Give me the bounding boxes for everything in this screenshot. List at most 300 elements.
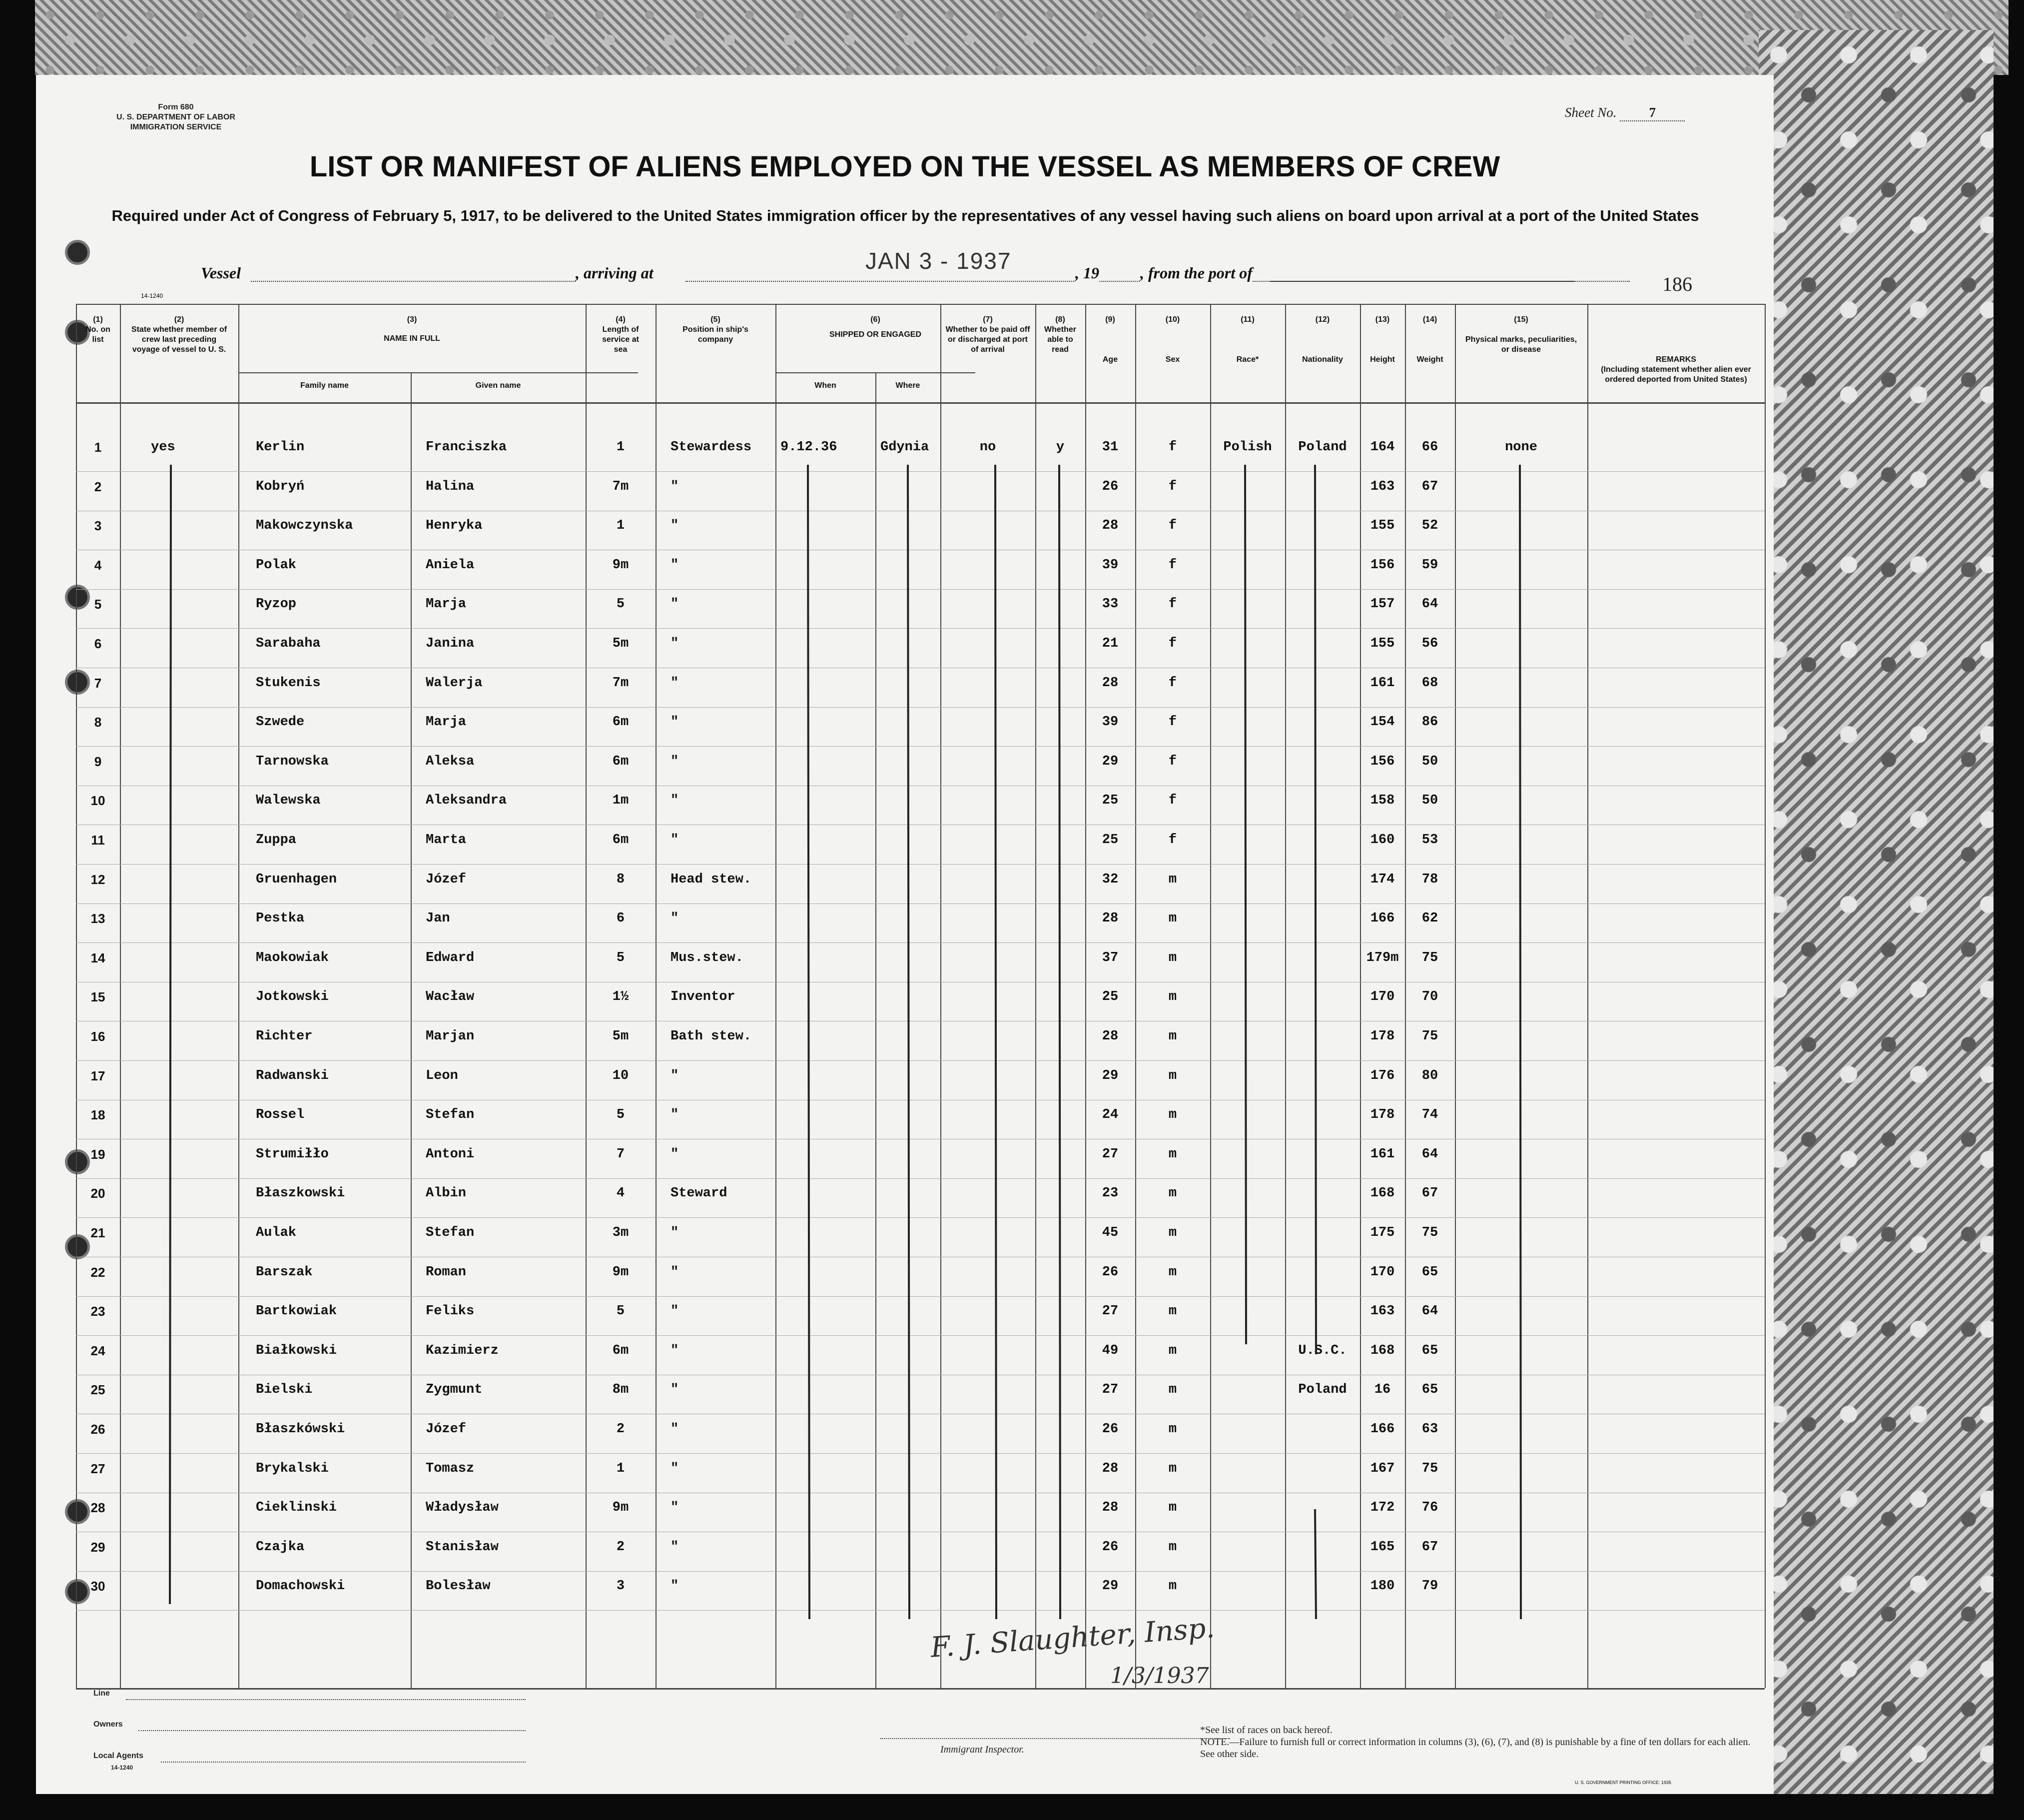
cell-weight: 65 bbox=[1421, 1382, 1438, 1398]
cell-age: 26 bbox=[1102, 1422, 1119, 1437]
cell-age: 24 bbox=[1102, 1107, 1119, 1123]
cell-family: Domachowski bbox=[256, 1579, 345, 1594]
cell-height: 168 bbox=[1370, 1343, 1395, 1358]
cell-position: " bbox=[671, 1461, 679, 1476]
cell-weight: 76 bbox=[1421, 1500, 1438, 1516]
cell-family: Błaszkówski bbox=[256, 1422, 345, 1437]
cell-given: Antoni bbox=[426, 1146, 475, 1162]
cell-given: Marja bbox=[426, 597, 467, 612]
cell-family: Sarabaha bbox=[256, 636, 321, 651]
cell-sex: m bbox=[1168, 1225, 1177, 1240]
cell-sex: m bbox=[1168, 989, 1177, 1005]
cell-height: 175 bbox=[1370, 1225, 1395, 1240]
cell-given: Stefan bbox=[426, 1107, 475, 1123]
cell-given: Kazimierz bbox=[426, 1343, 499, 1358]
printer-imprint: U. S. GOVERNMENT PRINTING OFFICE: 1935 bbox=[1575, 1780, 1671, 1785]
cell-height: 166 bbox=[1370, 1422, 1395, 1437]
cell-age: 25 bbox=[1102, 989, 1119, 1005]
cell-no: 20 bbox=[90, 1186, 105, 1201]
header-col15: (15) Physical marks, peculiarities, or disease bbox=[1465, 315, 1577, 354]
cell-position: " bbox=[671, 675, 679, 691]
cell-age: 21 bbox=[1102, 636, 1119, 651]
header-col2: (2) State whether member of crew last preceding voyage of vessel to U. S. bbox=[131, 315, 227, 354]
handwritten-marks bbox=[36, 75, 1774, 1794]
form-number: Form 680 bbox=[158, 103, 194, 111]
cell-prev: yes bbox=[151, 440, 175, 455]
cell-age: 28 bbox=[1102, 1029, 1119, 1044]
cell-no: 7 bbox=[94, 675, 102, 691]
cell-service: 8m bbox=[612, 1382, 629, 1398]
cell-family: Błaszkowski bbox=[256, 1186, 345, 1201]
cell-service: 5 bbox=[616, 597, 625, 612]
cell-family: Strumiłło bbox=[256, 1146, 329, 1162]
cell-family: Walewska bbox=[256, 793, 321, 809]
ditto-line-col6b bbox=[908, 465, 909, 1619]
cell-sex: m bbox=[1168, 872, 1177, 887]
cell-given: Albin bbox=[426, 1186, 467, 1201]
cell-weight: 68 bbox=[1421, 675, 1438, 691]
cell-sex: m bbox=[1168, 1579, 1177, 1594]
inspector-label: Immigrant Inspector. bbox=[940, 1744, 1024, 1755]
cell-sex: m bbox=[1168, 1186, 1177, 1201]
cell-service: 6m bbox=[612, 833, 629, 848]
cell-no: 5 bbox=[94, 597, 102, 612]
cell-service: 1 bbox=[616, 1461, 625, 1476]
cell-given: Halina bbox=[426, 479, 475, 494]
cell-height: 160 bbox=[1370, 833, 1395, 848]
cell-given: Aleksandra bbox=[426, 793, 507, 809]
cell-weight: 64 bbox=[1421, 1146, 1438, 1162]
cell-no: 16 bbox=[90, 1029, 105, 1044]
cell-no: 26 bbox=[90, 1422, 105, 1437]
page-subtitle: Required under Act of Congress of February 5, 1917, to be delivered to the United States immigration officer by the representatives of any vessel having such aliens on board upon arrival at a port of the United States bbox=[111, 207, 1699, 224]
cell-position: " bbox=[671, 793, 679, 809]
cell-sex: m bbox=[1168, 1422, 1177, 1437]
cell-sex: m bbox=[1168, 1343, 1177, 1358]
cell-given: Roman bbox=[426, 1264, 467, 1280]
cell-no: 2 bbox=[94, 479, 102, 494]
cell-no: 29 bbox=[90, 1539, 105, 1555]
cell-no: 30 bbox=[90, 1579, 105, 1594]
page-number: 186 bbox=[1662, 273, 1692, 295]
cell-family: Białkowski bbox=[256, 1343, 337, 1358]
cell-age: 27 bbox=[1102, 1304, 1119, 1319]
cell-service: 9m bbox=[612, 1500, 629, 1516]
owners-field bbox=[138, 1730, 526, 1731]
cell-age: 31 bbox=[1102, 440, 1119, 455]
cell-family: Kobryń bbox=[256, 479, 305, 494]
year-label: , 19 bbox=[1075, 264, 1099, 284]
cell-sex: f bbox=[1168, 597, 1177, 612]
cell-age: 29 bbox=[1102, 1579, 1119, 1594]
cell-weight: 63 bbox=[1421, 1422, 1438, 1437]
cell-weight: 78 bbox=[1421, 872, 1438, 887]
cell-height: 163 bbox=[1370, 479, 1395, 494]
cell-family: Maokowiak bbox=[256, 950, 329, 965]
cell-position: " bbox=[671, 636, 679, 651]
cell-service: 5 bbox=[616, 1107, 625, 1123]
cell-no: 9 bbox=[94, 754, 102, 769]
cell-given: Henryka bbox=[426, 518, 483, 534]
cell-nationality: Poland bbox=[1298, 1382, 1347, 1398]
cell-height: 174 bbox=[1370, 872, 1395, 887]
cell-sex: f bbox=[1168, 793, 1177, 809]
cell-marks: none bbox=[1505, 440, 1537, 455]
cell-age: 28 bbox=[1102, 518, 1119, 534]
cell-family: Ryzop bbox=[256, 597, 297, 612]
cell-sex: m bbox=[1168, 1264, 1177, 1280]
cell-height: 165 bbox=[1370, 1539, 1395, 1555]
header-col5: (5) Position in ship's company bbox=[682, 315, 748, 344]
cell-family: Kerlin bbox=[256, 440, 305, 455]
cell-position: Mus.stew. bbox=[671, 950, 743, 965]
cell-no: 23 bbox=[90, 1304, 105, 1319]
cell-service: 7 bbox=[616, 1146, 625, 1162]
header-col8: (8) Whether able to read bbox=[1044, 315, 1076, 354]
ditto-line-col6a bbox=[808, 465, 809, 1619]
cell-position: " bbox=[671, 1382, 679, 1398]
cell-age: 27 bbox=[1102, 1146, 1119, 1162]
cell-service: 8 bbox=[616, 872, 625, 887]
cell-weight: 67 bbox=[1421, 479, 1438, 494]
cell-position: " bbox=[671, 1304, 679, 1319]
agents-field bbox=[161, 1762, 526, 1763]
cell-sex: m bbox=[1168, 1029, 1177, 1044]
cell-service: 7m bbox=[612, 479, 629, 494]
cell-height: 163 bbox=[1370, 1304, 1395, 1319]
line-label: Line bbox=[93, 1689, 110, 1698]
cell-given: Janina bbox=[426, 636, 475, 651]
cell-age: 25 bbox=[1102, 793, 1119, 809]
arriving-label: , arriving at bbox=[576, 264, 654, 282]
header-remarks: REMARKS (Including statement whether alien ever ordered deported from United States) bbox=[1601, 355, 1751, 384]
cell-given: Marta bbox=[426, 833, 467, 848]
cell-family: Barszak bbox=[256, 1264, 313, 1280]
agents-label: Local Agents bbox=[93, 1752, 143, 1760]
header-col3: (3) NAME IN FULL bbox=[384, 315, 440, 343]
cell-weight: 52 bbox=[1421, 518, 1438, 534]
cell-sex: m bbox=[1168, 1304, 1177, 1319]
cell-height: 179m bbox=[1366, 950, 1399, 965]
cell-height: 168 bbox=[1370, 1186, 1395, 1201]
cell-service: 1½ bbox=[612, 989, 629, 1005]
cell-sex: m bbox=[1168, 911, 1177, 926]
cell-weight: 62 bbox=[1421, 911, 1438, 926]
cell-position: " bbox=[671, 1146, 679, 1162]
cell-no: 28 bbox=[90, 1500, 105, 1516]
cell-service: 7m bbox=[612, 675, 629, 691]
ditto-line-col11 bbox=[1245, 465, 1246, 1344]
cell-given: Feliks bbox=[426, 1304, 475, 1319]
cell-given: Marja bbox=[426, 715, 467, 730]
cell-position: " bbox=[671, 1539, 679, 1555]
sheet-value: 7 bbox=[1620, 105, 1685, 121]
cell-age: 32 bbox=[1102, 872, 1119, 887]
cell-given: Bolesław bbox=[426, 1579, 491, 1594]
cell-family: Szwede bbox=[256, 715, 305, 730]
cell-given: Stanisław bbox=[426, 1539, 499, 1555]
cell-position: " bbox=[671, 1107, 679, 1123]
cell-given: Tomasz bbox=[426, 1461, 475, 1476]
cell-given: Wacław bbox=[426, 989, 475, 1005]
cell-service: 3 bbox=[616, 1579, 625, 1594]
cell-race: Polish bbox=[1223, 440, 1272, 455]
cell-no: 25 bbox=[90, 1382, 105, 1398]
cell-height: 166 bbox=[1370, 911, 1395, 926]
cell-family: Makowczynska bbox=[256, 518, 353, 534]
header-col14: (14) Weight bbox=[1416, 315, 1443, 364]
cell-given: Franciszka bbox=[426, 440, 507, 455]
signature-date: 1/3/1937 bbox=[1110, 1663, 1209, 1689]
department: U. S. DEPARTMENT OF LABOR bbox=[116, 113, 235, 121]
cell-age: 39 bbox=[1102, 715, 1119, 730]
ditto-line-col15 bbox=[1520, 465, 1521, 1619]
ditto-line-col7 bbox=[995, 465, 996, 1619]
cell-weight: 79 bbox=[1421, 1579, 1438, 1594]
cell-where: Gdynia bbox=[880, 440, 929, 455]
crew-table bbox=[36, 75, 1774, 1794]
cell-no: 18 bbox=[90, 1107, 105, 1123]
header-col12: (12) Nationality bbox=[1302, 315, 1343, 364]
cell-service: 6m bbox=[612, 1343, 629, 1358]
cell-age: 33 bbox=[1102, 597, 1119, 612]
cell-sex: f bbox=[1168, 440, 1177, 455]
cell-position: Bath stew. bbox=[671, 1029, 752, 1044]
cell-no: 27 bbox=[90, 1461, 105, 1476]
cell-sex: f bbox=[1168, 833, 1177, 848]
cell-age: 39 bbox=[1102, 557, 1119, 573]
cell-service: 5 bbox=[616, 1304, 625, 1319]
header-where: Where bbox=[895, 381, 920, 390]
cell-family: Bielski bbox=[256, 1382, 313, 1398]
races-note: *See list of races on back hereof. bbox=[1200, 1725, 1333, 1736]
cell-read: y bbox=[1056, 440, 1065, 455]
cell-service: 2 bbox=[616, 1539, 625, 1555]
cell-family: Richter bbox=[256, 1029, 313, 1044]
cell-no: 19 bbox=[90, 1146, 105, 1162]
cell-weight: 67 bbox=[1421, 1539, 1438, 1555]
header-col10: (10) Sex bbox=[1165, 315, 1180, 364]
footnotes bbox=[1200, 1724, 1760, 1760]
cell-age: 28 bbox=[1102, 1461, 1119, 1476]
header-col7: (7) Whether to be paid off or discharged at port of arrival bbox=[945, 315, 1030, 354]
cell-service: 5m bbox=[612, 1029, 629, 1044]
cell-no: 22 bbox=[90, 1264, 105, 1280]
cell-service: 6 bbox=[616, 911, 625, 926]
cell-height: 176 bbox=[1370, 1068, 1395, 1083]
cell-age: 49 bbox=[1102, 1343, 1119, 1358]
cell-weight: 75 bbox=[1421, 1461, 1438, 1476]
vessel-label: Vessel bbox=[201, 264, 241, 282]
header-col11: (11) Race* bbox=[1236, 315, 1259, 364]
cell-height: 164 bbox=[1370, 440, 1395, 455]
cell-height: 157 bbox=[1370, 597, 1395, 612]
header-col9: (9) Age bbox=[1102, 315, 1118, 364]
cell-height: 16 bbox=[1374, 1382, 1391, 1398]
cell-sex: f bbox=[1168, 675, 1177, 691]
cell-service: 1 bbox=[616, 440, 625, 455]
cell-position: " bbox=[671, 597, 679, 612]
cell-position: " bbox=[671, 911, 679, 926]
cell-given: Aleksa bbox=[426, 754, 475, 769]
cell-family: Jotkowski bbox=[256, 989, 329, 1005]
cell-family: Czajka bbox=[256, 1539, 305, 1555]
cell-no: 15 bbox=[90, 989, 105, 1005]
cell-nationality: Poland bbox=[1298, 440, 1347, 455]
cell-position: " bbox=[671, 1579, 679, 1594]
cell-given: Marjan bbox=[426, 1029, 475, 1044]
agents-code: 14-1240 bbox=[111, 1764, 133, 1771]
header-col1: (1) No. on list bbox=[85, 315, 110, 344]
cell-height: 178 bbox=[1370, 1029, 1395, 1044]
cell-position: Steward bbox=[671, 1186, 727, 1201]
cell-position: " bbox=[671, 715, 679, 730]
cell-weight: 64 bbox=[1421, 1304, 1438, 1319]
cell-paid: no bbox=[979, 440, 996, 455]
cell-no: 8 bbox=[94, 715, 102, 730]
cell-weight: 59 bbox=[1421, 557, 1438, 573]
cell-height: 180 bbox=[1370, 1579, 1395, 1594]
cell-given: Zygmunt bbox=[426, 1382, 483, 1398]
cell-service: 9m bbox=[612, 557, 629, 573]
cell-height: 156 bbox=[1370, 557, 1395, 573]
header-given-name: Given name bbox=[475, 381, 521, 390]
inspector-field bbox=[880, 1738, 1230, 1739]
header-col6: (6) SHIPPED OR ENGAGED bbox=[829, 315, 922, 339]
cell-position: " bbox=[671, 557, 679, 573]
cell-sex: m bbox=[1168, 1539, 1177, 1555]
cell-given: Stefan bbox=[426, 1225, 475, 1240]
cell-height: 170 bbox=[1370, 1264, 1395, 1280]
cell-no: 3 bbox=[94, 518, 102, 534]
cell-family: Tarnowska bbox=[256, 754, 329, 769]
cell-nationality: U.S.C. bbox=[1298, 1343, 1347, 1358]
cell-sex: m bbox=[1168, 1146, 1177, 1162]
cell-sex: m bbox=[1168, 1461, 1177, 1476]
header-col13: (13) Height bbox=[1370, 315, 1395, 364]
cell-given: Edward bbox=[426, 950, 475, 965]
cell-no: 10 bbox=[90, 793, 105, 809]
cell-sex: f bbox=[1168, 636, 1177, 651]
cell-family: Brykalski bbox=[256, 1461, 329, 1476]
cell-weight: 64 bbox=[1421, 597, 1438, 612]
cell-sex: m bbox=[1168, 1500, 1177, 1516]
cell-position: " bbox=[671, 1068, 679, 1083]
cell-given: Aniela bbox=[426, 557, 475, 573]
cell-age: 28 bbox=[1102, 911, 1119, 926]
cell-weight: 66 bbox=[1421, 440, 1438, 455]
manifest-sheet bbox=[36, 75, 1774, 1794]
inspector-signature: F. J. Slaughter, Insp. bbox=[929, 1612, 1216, 1664]
cell-position: " bbox=[671, 1343, 679, 1358]
cell-service: 6m bbox=[612, 754, 629, 769]
cell-age: 26 bbox=[1102, 1539, 1119, 1555]
cell-weight: 70 bbox=[1421, 989, 1438, 1005]
cell-given: Józef bbox=[426, 1422, 467, 1437]
cell-position: " bbox=[671, 479, 679, 494]
cell-service: 1 bbox=[616, 518, 625, 534]
cell-weight: 50 bbox=[1421, 754, 1438, 769]
cell-age: 27 bbox=[1102, 1382, 1119, 1398]
date-stamp: JAN 3 - 1937 bbox=[865, 248, 1012, 274]
cell-sex: f bbox=[1168, 518, 1177, 534]
cell-weight: 67 bbox=[1421, 1186, 1438, 1201]
cell-when: 9.12.36 bbox=[780, 440, 837, 455]
cell-given: Jan bbox=[426, 911, 450, 926]
cell-family: Zuppa bbox=[256, 833, 297, 848]
cell-position: " bbox=[671, 754, 679, 769]
cell-service: 4 bbox=[616, 1186, 625, 1201]
cell-height: 167 bbox=[1370, 1461, 1395, 1476]
line-field bbox=[126, 1699, 526, 1700]
cell-sex: f bbox=[1168, 557, 1177, 573]
sheet-label: Sheet No. bbox=[1565, 105, 1617, 120]
cell-age: 37 bbox=[1102, 950, 1119, 965]
cell-weight: 75 bbox=[1421, 1029, 1438, 1044]
cell-weight: 65 bbox=[1421, 1264, 1438, 1280]
cell-height: 161 bbox=[1370, 1146, 1395, 1162]
cell-no: 14 bbox=[90, 950, 105, 965]
cell-height: 156 bbox=[1370, 754, 1395, 769]
cell-age: 29 bbox=[1102, 1068, 1119, 1083]
cell-service: 5 bbox=[616, 950, 625, 965]
cell-age: 26 bbox=[1102, 479, 1119, 494]
cell-no: 4 bbox=[94, 557, 102, 573]
cell-height: 170 bbox=[1370, 989, 1395, 1005]
cell-sex: m bbox=[1168, 1107, 1177, 1123]
ditto-line-col8 bbox=[1059, 465, 1060, 1619]
cell-height: 154 bbox=[1370, 715, 1395, 730]
cell-sex: f bbox=[1168, 754, 1177, 769]
cell-weight: 75 bbox=[1421, 950, 1438, 965]
cell-no: 24 bbox=[90, 1343, 105, 1358]
cell-no: 17 bbox=[90, 1068, 105, 1083]
ditto-line-col12 bbox=[1315, 465, 1316, 1354]
service: IMMIGRATION SERVICE bbox=[130, 123, 222, 131]
cell-sex: m bbox=[1168, 1382, 1177, 1398]
cell-no: 11 bbox=[91, 833, 105, 848]
cell-service: 1m bbox=[612, 793, 629, 809]
cell-given: Józef bbox=[426, 872, 467, 887]
header-family-name: Family name bbox=[300, 381, 349, 390]
cell-no: 21 bbox=[90, 1225, 105, 1240]
cell-weight: 75 bbox=[1421, 1225, 1438, 1240]
cell-height: 155 bbox=[1370, 636, 1395, 651]
cell-weight: 74 bbox=[1421, 1107, 1438, 1123]
cell-sex: m bbox=[1168, 950, 1177, 965]
cell-sex: f bbox=[1168, 479, 1177, 494]
cell-age: 28 bbox=[1102, 1500, 1119, 1516]
cell-service: 3m bbox=[612, 1225, 629, 1240]
cell-no: 13 bbox=[90, 911, 105, 926]
header-col4: (4) Length of service at sea bbox=[602, 315, 639, 354]
cell-height: 161 bbox=[1370, 675, 1395, 691]
cell-position: " bbox=[671, 1225, 679, 1240]
penalty-note: NOTE.—Failure to furnish full or correct information in columns (3), (6), (7), and (8) is punishable by a fine of ten dollars for each alien. See other side. bbox=[1200, 1737, 1751, 1760]
cell-weight: 80 bbox=[1421, 1068, 1438, 1083]
cell-family: Pestka bbox=[256, 911, 305, 926]
cell-sex: f bbox=[1168, 715, 1177, 730]
form-code: 14-1240 bbox=[141, 292, 163, 299]
cell-position: Inventor bbox=[671, 989, 735, 1005]
ditto-line-col2 bbox=[170, 465, 171, 1604]
cell-weight: 53 bbox=[1421, 833, 1438, 848]
cell-service: 5m bbox=[612, 636, 629, 651]
cell-height: 158 bbox=[1370, 793, 1395, 809]
cell-service: 6m bbox=[612, 715, 629, 730]
cell-position: " bbox=[671, 1422, 679, 1437]
cell-age: 25 bbox=[1102, 833, 1119, 848]
